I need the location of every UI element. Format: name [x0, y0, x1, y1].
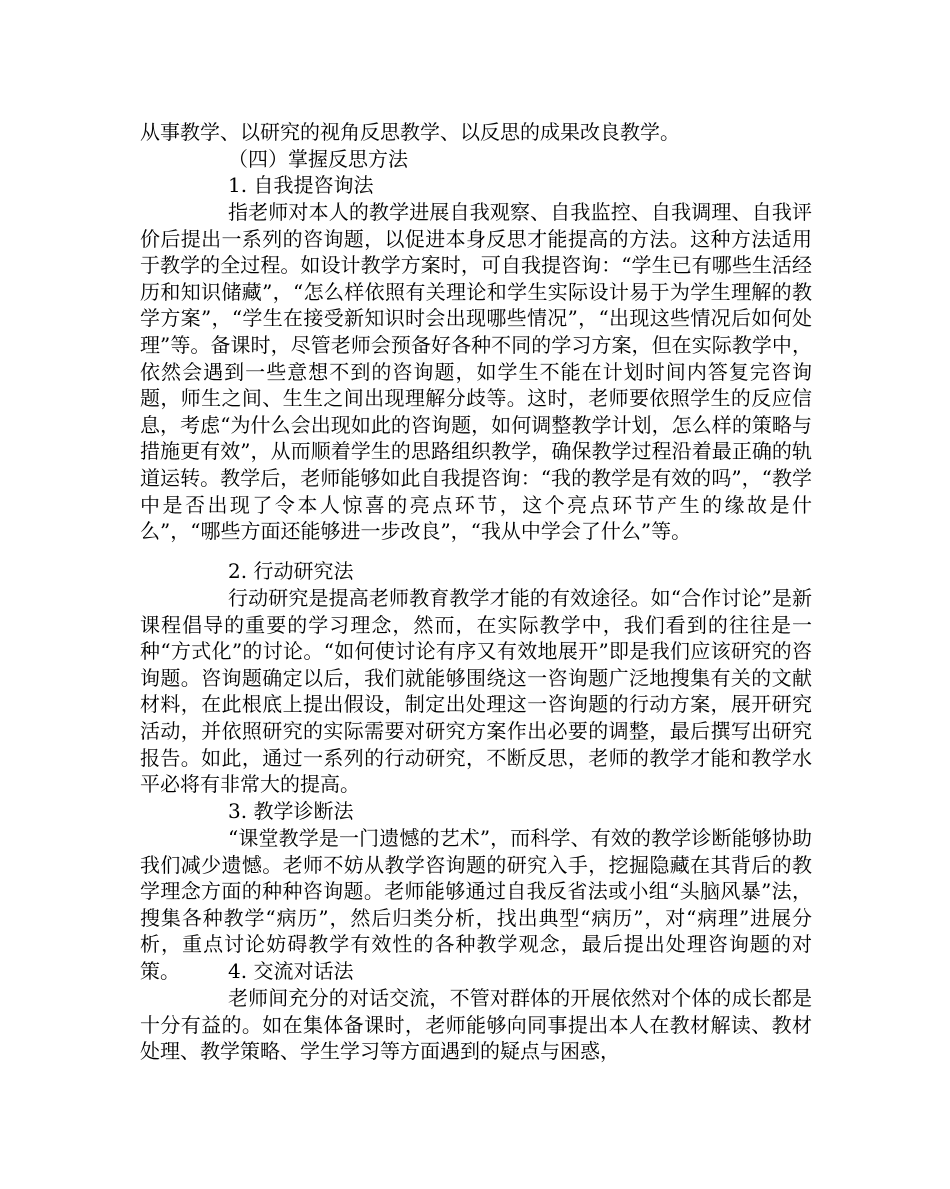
method-4-body: 老师间充分的对话交流，不管对群体的开展依然对个体的成长都是十分有益的。如在集体备课时，老师能够向同事提出本人在教材解读、教材处理、教学策略、学生学习等方面遇到的疑点与困惑， [140, 986, 812, 1064]
method-2-heading: 2. 行动研究法 [228, 559, 354, 583]
section-heading: （四）掌握反思方法 [228, 147, 408, 171]
method-4-heading: 4. 交流对话法 [228, 959, 354, 983]
method-2-body: 行动研究是提高老师教育教学才能的有效途径。如“合作讨论”是新课程倡导的重要的学习理念，然而，在实际教学中，我们看到的往往是一种“方式化”的讨论。“如何使讨论有序又有效地展开”即是我们应该研究的咨询题。咨询题确定以后，我们就能够围绕这一咨询题广泛地搜集有关的文献材料，在此根底上提出假设，制定出处理这一咨询题的行动方案，展开研究活动，并依照研究的实际需要对研究方案作出必要的调整，最后撰写出研究报告。如此，通过一系列的行动研究，不断反思，老师的教学才能和教学水平必将有非常大的提高。 [140, 586, 812, 797]
method-1-heading: 1. 自我提咨询法 [228, 173, 374, 197]
method-3-heading: 3. 教学诊断法 [228, 799, 354, 823]
method-3-body: “课堂教学是一门遗憾的艺术”，而科学、有效的教学诊断能够协助我们减少遗憾。老师不妨从教学咨询题的研究入手，挖掘隐藏在其背后的教学理念方面的种种咨询题。老师能够通过自我反省法或小组“头脑风暴”法，搜集各种教学“病历”，然后归类分析，找出典型“病历”，对“病理”进展分析，重点讨论妨碍教学有效性的各种教学观念，最后提出处理咨询题的对策。 [140, 826, 812, 983]
method-1-body: 指老师对本人的教学进展自我观察、自我监控、自我调理、自我评价后提出一系列的咨询题，以促进本身反思才能提高的方法。这种方法适用于教学的全过程。如设计教学方案时，可自我提咨询：“学生已有哪些生活经历和知识储藏”，“怎么样依照有关理论和学生实际设计易于为学生理解的教学方案”，“学生在接受新知识时会出现哪些情况”，“出现这些情况后如何处理”等。备课时，尽管老师会预备好各种不同的学习方案，但在实际教学中，依然会遇到一些意想不到的咨询题，如学生不能在计划时间内答复完咨询题，师生之间、生生之间出现理解分歧等。这时，老师要依照学生的反应信息，考虑“为什么会出现如此的咨询题，如何调整教学计划，怎么样的策略与措施更有效”，从而顺着学生的思路组织教学，确保教学过程沿着最正确的轨道运转。教学后，老师能够如此自我提咨询：“我的教学是有效的吗”，“教学中是否出现了令本人惊喜的亮点环节，这个亮点环节产生的缘故是什么”，“哪些方面还能够进一步改良”，“我从中学会了什么”等。 [140, 200, 812, 544]
paragraph-continuation: 从事教学、以研究的视角反思教学、以反思的成果改良教学。 [140, 120, 680, 144]
